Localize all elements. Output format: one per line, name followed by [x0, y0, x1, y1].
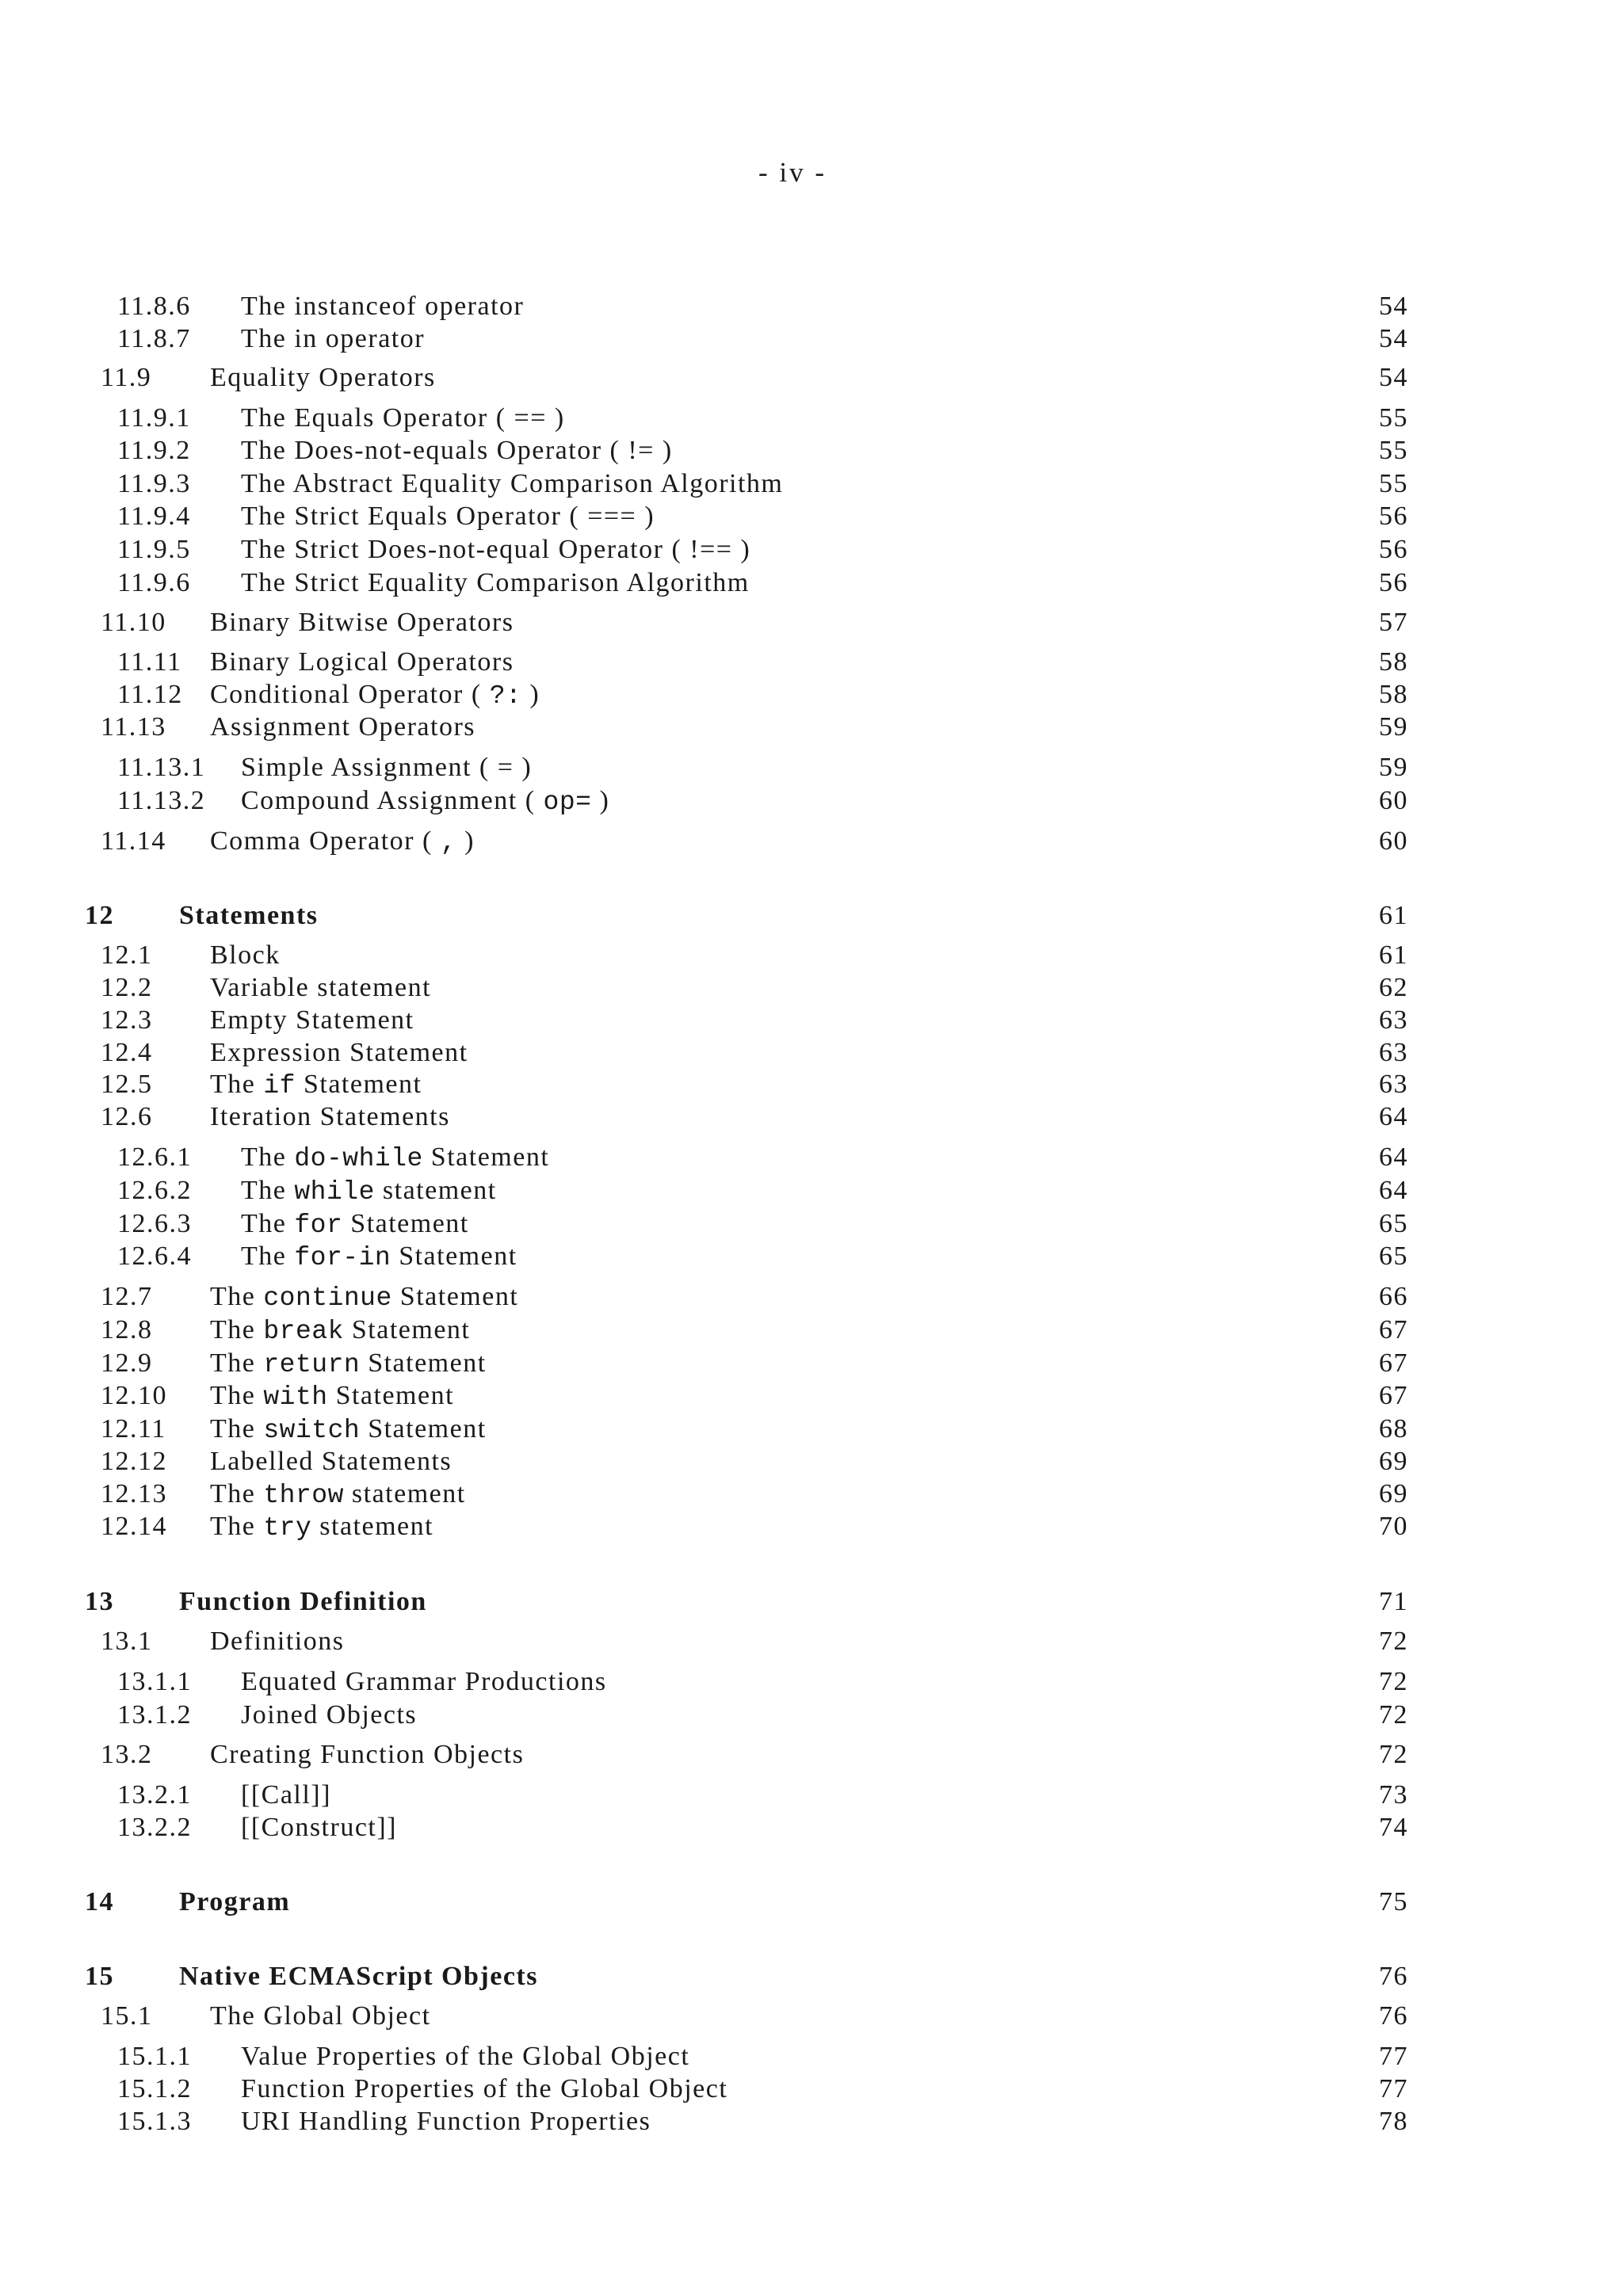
title-text: Statement [360, 1414, 487, 1444]
toc-entry[interactable] [0, 1447, 1623, 1480]
title-text: Binary Logical Operators [210, 647, 514, 677]
title-text: Statements [179, 901, 319, 930]
toc-entry[interactable] [0, 1813, 1623, 1846]
toc-entry-title [210, 1479, 466, 1510]
title-text: Assignment Operators [210, 712, 476, 742]
title-text: Empty Statement [210, 1005, 414, 1035]
toc-entry-title [210, 1627, 344, 1657]
toc-entry-page: 76 [1379, 1962, 1408, 1991]
toc-entry-page: 78 [1379, 2107, 1408, 2136]
toc-entry[interactable] [0, 363, 1623, 396]
toc-entry-number: 11.13.2 [117, 786, 206, 815]
toc-entry-number: 15.1.2 [117, 2074, 192, 2103]
title-text: statement [343, 1479, 466, 1508]
title-text: The [210, 1348, 264, 1378]
toc-entry-page: 72 [1379, 1667, 1408, 1696]
toc-entry-title [210, 1381, 454, 1412]
toc-entry-number: 12.8 [101, 1315, 153, 1344]
toc-entry-number: 11.13 [101, 712, 166, 742]
title-text: Statement [295, 1070, 422, 1099]
title-text: statement [311, 1512, 434, 1541]
toc-entry-title [241, 2042, 689, 2072]
toc-entry-title [210, 1414, 487, 1445]
title-text: Compound Assignment ( [241, 786, 544, 815]
toc-entry[interactable] [0, 2001, 1623, 2035]
toc-entry-page: 63 [1379, 1038, 1408, 1067]
toc-entry-page: 58 [1379, 647, 1408, 677]
toc-entry-number: 13.1.2 [117, 1700, 192, 1730]
toc-entry-title [179, 1962, 538, 1992]
toc-entry-number: 15 [85, 1962, 114, 1991]
toc-entry[interactable] [0, 1176, 1623, 1209]
title-text: Block [210, 940, 281, 970]
toc-entry-number: 11.9.2 [117, 436, 191, 465]
toc-entry-title [241, 1700, 417, 1730]
toc-entry-page: 61 [1379, 940, 1408, 970]
toc-entry-title [241, 2074, 727, 2104]
title-text: The instanceof operator [241, 292, 525, 321]
toc-entry[interactable] [0, 1348, 1623, 1382]
toc-entry-title [241, 292, 524, 322]
title-text: Comma Operator ( [210, 826, 441, 856]
toc-entry-number: 13.1 [101, 1627, 153, 1656]
toc-entry-title [241, 1780, 331, 1810]
toc-entry-page: 64 [1379, 1142, 1408, 1172]
toc-entry-title [210, 712, 475, 742]
toc-entry-title [210, 1038, 468, 1068]
toc-entry-page: 57 [1379, 608, 1408, 637]
toc-entry-number: 12.6.2 [117, 1176, 192, 1205]
toc-entry[interactable] [0, 712, 1623, 746]
toc-entry-number: 12.12 [101, 1447, 167, 1476]
toc-entry-number: 15.1 [101, 2001, 153, 2031]
toc-entry-number: 12.3 [101, 1005, 153, 1035]
title-text: ) [521, 680, 540, 709]
toc-entry-page: 55 [1379, 469, 1408, 498]
toc-entry-number: 11.13.1 [117, 753, 206, 782]
title-text: The Abstract Equality Comparison Algorithm [241, 469, 784, 498]
toc-entry-title [210, 363, 436, 393]
toc-entry-number: 14 [85, 1887, 114, 1917]
toc-entry[interactable] [0, 1005, 1623, 1039]
toc-entry-number: 12.4 [101, 1038, 153, 1067]
toc-entry-number: 11.12 [117, 680, 183, 709]
toc-entry-title [241, 1667, 607, 1697]
toc-entry[interactable] [0, 647, 1623, 681]
toc-entry-page: 72 [1379, 1740, 1408, 1769]
code-keyword: with [263, 1383, 328, 1412]
toc-entry-title [241, 469, 783, 499]
toc-entry-title [210, 940, 281, 971]
title-text: URI Handling Function Properties [241, 2107, 651, 2136]
toc-entry-title [179, 1887, 290, 1917]
toc-entry-number: 12.6.4 [117, 1241, 192, 1271]
toc-entry-title [210, 647, 514, 677]
toc-entry[interactable] [0, 826, 1623, 860]
toc-entry-title [210, 1005, 414, 1035]
toc-entry[interactable] [0, 1241, 1623, 1275]
title-text: [[Construct]] [241, 1813, 398, 1842]
toc-entry-page: 64 [1379, 1102, 1408, 1131]
toc-section[interactable] [0, 1587, 1623, 1620]
toc-entry-number: 12 [85, 901, 114, 930]
toc-entry-page: 58 [1379, 680, 1408, 709]
title-text: The Strict Equality Comparison Algorithm [241, 568, 750, 597]
title-text: Statement [342, 1209, 469, 1238]
title-text: Labelled Statements [210, 1447, 453, 1476]
code-keyword: do-while [294, 1144, 423, 1173]
toc-entry[interactable] [0, 1512, 1623, 1545]
toc-entry-page: 63 [1379, 1070, 1408, 1099]
title-text: The [241, 1209, 295, 1238]
toc-entry-title [210, 680, 540, 711]
toc-entry-page: 61 [1379, 901, 1408, 930]
toc-entry[interactable] [0, 1700, 1623, 1733]
toc-entry-title [210, 1282, 518, 1313]
title-text: The [210, 1414, 264, 1444]
title-text: Expression Statement [210, 1038, 468, 1067]
toc-entry[interactable] [0, 786, 1623, 819]
toc-entry-page: 72 [1379, 1627, 1408, 1656]
toc-entry-title [210, 973, 431, 1003]
toc-entry-number: 12.6 [101, 1102, 153, 1131]
toc-section[interactable] [0, 1962, 1623, 1995]
title-text: Binary Bitwise Operators [210, 608, 514, 637]
toc-entry-page: 66 [1379, 1282, 1408, 1311]
toc-entry-page: 76 [1379, 2001, 1408, 2031]
code-keyword: break [263, 1317, 344, 1346]
toc-entry[interactable] [0, 324, 1623, 357]
toc-entry-page: 68 [1379, 1414, 1408, 1444]
title-text: Simple Assignment ( = ) [241, 753, 533, 782]
toc-entry-page: 71 [1379, 1587, 1408, 1616]
toc-entry-number: 13.2 [101, 1740, 153, 1769]
title-text: Statement [327, 1381, 455, 1410]
toc-entry-page: 54 [1379, 292, 1408, 321]
title-text: [[Call]] [241, 1780, 331, 1810]
code-keyword: if [263, 1071, 296, 1100]
toc-entry[interactable] [0, 753, 1623, 786]
toc-entry[interactable] [0, 1102, 1623, 1135]
title-text: ) [591, 786, 610, 815]
toc-entry[interactable] [0, 1414, 1623, 1447]
toc-entry-page: 65 [1379, 1209, 1408, 1238]
code-keyword: throw [263, 1481, 344, 1510]
toc-entry-page: 64 [1379, 1176, 1408, 1205]
title-text: Value Properties of the Global Object [241, 2042, 690, 2071]
title-text: Statement [360, 1348, 487, 1378]
toc-entry-number: 13.1.1 [117, 1667, 192, 1696]
title-text: The [241, 1241, 295, 1271]
title-text: statement [374, 1176, 497, 1205]
title-text: The Global Object [210, 2001, 431, 2031]
toc-entry-title [241, 2107, 651, 2137]
toc-entry-title [241, 1241, 517, 1272]
title-text: Joined Objects [241, 1700, 418, 1730]
title-text: The [210, 1479, 264, 1508]
toc-entry-title [241, 1209, 469, 1240]
toc-entry-page: 67 [1379, 1348, 1408, 1378]
toc-entry-page: 67 [1379, 1315, 1408, 1344]
toc-entry-number: 13 [85, 1587, 114, 1616]
toc-entry-page: 60 [1379, 786, 1408, 815]
toc-entry-page: 74 [1379, 1813, 1408, 1842]
code-keyword: , [440, 828, 457, 857]
title-text: The [210, 1282, 264, 1311]
toc-entry-number: 12.5 [101, 1070, 153, 1099]
toc-entry-page: 54 [1379, 324, 1408, 353]
title-text: The [241, 1142, 295, 1172]
toc-entry-title [210, 1447, 452, 1477]
toc-section[interactable] [0, 901, 1623, 934]
toc-entry-title [179, 1587, 427, 1617]
title-text: The [210, 1512, 264, 1541]
toc-entry-page: 69 [1379, 1479, 1408, 1508]
toc-entry-page: 67 [1379, 1381, 1408, 1410]
toc-entry-number: 11.14 [101, 826, 166, 856]
title-text: Statement [391, 1241, 517, 1271]
title-text: Equated Grammar Productions [241, 1667, 607, 1696]
toc-entry[interactable] [0, 2074, 1623, 2107]
toc-entry-number: 15.1.1 [117, 2042, 192, 2071]
toc-entry[interactable] [0, 1667, 1623, 1700]
toc-entry-title [210, 1102, 450, 1132]
title-text: The [241, 1176, 295, 1205]
toc-entry[interactable] [0, 1627, 1623, 1660]
title-text: ) [456, 826, 475, 856]
toc-entry[interactable] [0, 403, 1623, 437]
page-number: - iv - [758, 157, 827, 188]
code-keyword: ?: [489, 681, 522, 711]
toc-entry-title [210, 826, 475, 857]
toc-entry-title [210, 2001, 431, 2031]
title-text: Iteration Statements [210, 1102, 450, 1131]
toc-entry[interactable] [0, 535, 1623, 568]
toc-entry-title [241, 436, 673, 466]
toc-entry[interactable] [0, 2042, 1623, 2075]
toc-entry-page: 56 [1379, 502, 1408, 531]
toc-entry[interactable] [0, 680, 1623, 713]
toc-entry[interactable] [0, 1315, 1623, 1348]
toc-entry[interactable] [0, 1282, 1623, 1315]
title-text: The Strict Equals Operator ( === ) [241, 502, 655, 531]
toc-entry-title [210, 608, 514, 638]
toc-entry-page: 56 [1379, 568, 1408, 597]
title-text: The Strict Does-not-equal Operator ( !== ) [241, 535, 751, 564]
title-text: Function Properties of the Global Object [241, 2074, 728, 2103]
toc-entry[interactable] [0, 973, 1623, 1006]
title-text: The [210, 1070, 264, 1099]
title-text: Program [179, 1887, 291, 1917]
toc-entry-number: 11.8.6 [117, 292, 191, 321]
title-text: Statement [343, 1315, 471, 1344]
title-text: Function Definition [179, 1587, 427, 1616]
code-keyword: op= [543, 788, 592, 817]
toc-entry-page: 55 [1379, 436, 1408, 465]
toc-entry-number: 12.9 [101, 1348, 153, 1378]
toc-entry-number: 11.9.5 [117, 535, 191, 564]
toc-entry-page: 54 [1379, 363, 1408, 392]
title-text: The Does-not-equals Operator ( != ) [241, 436, 673, 465]
toc-entry[interactable] [0, 1038, 1623, 1071]
toc-entry-number: 12.7 [101, 1282, 153, 1311]
toc-entry-number: 12.6.3 [117, 1209, 192, 1238]
toc-entry-title [241, 502, 655, 532]
toc-entry[interactable] [0, 568, 1623, 601]
toc-entry-number: 13.2.1 [117, 1780, 192, 1810]
toc-entry[interactable] [0, 1209, 1623, 1242]
toc-entry-title [210, 1512, 433, 1543]
toc-entry-number: 12.10 [101, 1381, 167, 1410]
toc-entry[interactable] [0, 2107, 1623, 2140]
toc-entry-title [241, 324, 425, 354]
toc-entry-number: 11.9.3 [117, 469, 191, 498]
toc-entry-title [241, 786, 609, 817]
toc-entry-page: 65 [1379, 1241, 1408, 1271]
toc-entry-number: 12.2 [101, 973, 153, 1002]
toc-entry-title [241, 1176, 497, 1207]
toc-entry-page: 59 [1379, 712, 1408, 742]
toc-entry-number: 12.11 [101, 1414, 166, 1444]
toc-entry-number: 12.1 [101, 940, 153, 970]
code-keyword: switch [263, 1416, 361, 1445]
toc-entry-number: 12.13 [101, 1479, 167, 1508]
toc-entry-title [241, 753, 532, 783]
title-text: Definitions [210, 1627, 345, 1656]
toc-entry-page: 75 [1379, 1887, 1408, 1917]
toc-entry[interactable] [0, 1780, 1623, 1814]
toc-entry-number: 15.1.3 [117, 2107, 192, 2136]
toc-entry-title [241, 568, 750, 598]
toc-entry-page: 62 [1379, 973, 1408, 1002]
toc-entry-page: 60 [1379, 826, 1408, 856]
toc-entry-number: 11.8.7 [117, 324, 191, 353]
toc-entry[interactable] [0, 292, 1623, 325]
toc-entry[interactable] [0, 469, 1623, 502]
toc-entry-number: 12.14 [101, 1512, 167, 1541]
title-text: Conditional Operator ( [210, 680, 490, 709]
title-text: Equality Operators [210, 363, 436, 392]
toc-entry[interactable] [0, 608, 1623, 641]
toc-entry-page: 77 [1379, 2042, 1408, 2071]
title-text: The [210, 1315, 264, 1344]
title-text: Statement [391, 1282, 519, 1311]
toc-entry-title [210, 1070, 422, 1100]
toc-entry-page: 77 [1379, 2074, 1408, 2103]
toc-entry-title [179, 901, 319, 931]
toc-entry-title [210, 1315, 470, 1346]
title-text: Variable statement [210, 973, 432, 1002]
title-text: The in operator [241, 324, 426, 353]
toc-entry-page: 73 [1379, 1780, 1408, 1810]
title-text: The Equals Operator ( == ) [241, 403, 565, 433]
toc-entry-page: 69 [1379, 1447, 1408, 1476]
toc-entry[interactable] [0, 1381, 1623, 1414]
toc-entry-page: 72 [1379, 1700, 1408, 1730]
toc-entry-number: 11.9.6 [117, 568, 191, 597]
toc-entry-number: 11.11 [117, 647, 182, 677]
code-keyword: try [263, 1513, 312, 1543]
toc-entry-title [241, 1813, 397, 1843]
title-text: Native ECMAScript Objects [179, 1962, 538, 1991]
code-keyword: return [263, 1350, 361, 1379]
toc-entry-title [241, 403, 565, 433]
toc-entry-number: 11.9.4 [117, 502, 191, 531]
toc-entry-title [210, 1740, 524, 1770]
toc-section[interactable] [0, 1887, 1623, 1920]
toc-entry[interactable] [0, 1479, 1623, 1512]
toc-entry-title [210, 1348, 487, 1379]
toc-entry-number: 11.9 [101, 363, 152, 392]
toc-entry[interactable] [0, 1142, 1623, 1176]
toc-entry-number: 11.9.1 [117, 403, 191, 433]
toc-entry-number: 12.6.1 [117, 1142, 192, 1172]
title-text: The [210, 1381, 264, 1410]
code-keyword: for [294, 1211, 343, 1240]
toc-entry[interactable] [0, 1740, 1623, 1773]
toc-entry-page: 55 [1379, 403, 1408, 433]
toc-entry[interactable] [0, 502, 1623, 535]
code-keyword: while [294, 1177, 375, 1207]
toc-entry[interactable] [0, 436, 1623, 469]
toc-entry-title [241, 1142, 549, 1173]
toc-entry-page: 70 [1379, 1512, 1408, 1541]
toc-entry-number: 13.2.2 [117, 1813, 192, 1842]
toc-entry[interactable] [0, 1070, 1623, 1103]
title-text: Statement [422, 1142, 550, 1172]
toc-entry-title [241, 535, 750, 565]
toc-entry-page: 63 [1379, 1005, 1408, 1035]
title-text: Creating Function Objects [210, 1740, 525, 1769]
toc-entry-number: 11.10 [101, 608, 166, 637]
code-keyword: for-in [294, 1243, 391, 1272]
toc-entry[interactable] [0, 940, 1623, 974]
code-keyword: continue [263, 1283, 392, 1313]
toc-entry-page: 56 [1379, 535, 1408, 564]
toc-entry-page: 59 [1379, 753, 1408, 782]
